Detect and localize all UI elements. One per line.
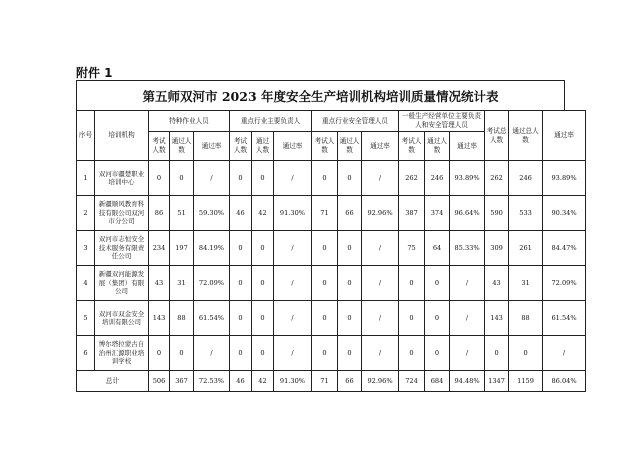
header-group-general: 一般生产经营单位主要负责人和安全管理人员 — [399, 111, 485, 132]
cell: 0 — [425, 301, 450, 336]
cell: 0 — [230, 266, 252, 301]
cell: 71 — [312, 196, 338, 231]
cell: 61.54% — [543, 301, 586, 336]
cell: 262 — [485, 161, 509, 196]
cell: / — [274, 266, 312, 301]
cell: / — [450, 336, 485, 371]
cell: 0 — [312, 336, 338, 371]
subheader-rate: 通过率 — [274, 132, 312, 161]
cell: 88 — [509, 301, 543, 336]
cell: 387 — [399, 196, 425, 231]
cell: / — [362, 231, 399, 266]
cell: 0 — [338, 231, 362, 266]
cell: 0 — [399, 266, 425, 301]
cell: 374 — [425, 196, 450, 231]
cell: 91.30% — [274, 371, 312, 392]
table-row — [77, 301, 586, 336]
cell: 96.64% — [450, 196, 485, 231]
table-title: 第五师双河市 2023 年度安全生产培训机构培训质量情况统计表 — [76, 80, 565, 110]
header-group-key-safety: 重点行业安全管理人员 — [312, 111, 399, 132]
cell: 46 — [230, 371, 252, 392]
cell: 93.89% — [450, 161, 485, 196]
subheader-exam: 考试人数 — [230, 132, 252, 161]
header-group-key-heads: 重点行业主要负责人 — [230, 111, 312, 132]
header-org: 培训机构 — [95, 111, 149, 161]
cell: / — [274, 336, 312, 371]
total-row — [77, 371, 586, 392]
cell: / — [362, 336, 399, 371]
header-total-pass: 通过总人数 — [509, 111, 543, 161]
cell: 0 — [252, 266, 274, 301]
cell: / — [362, 161, 399, 196]
cell: 72.09% — [194, 266, 230, 301]
cell: 0 — [230, 161, 252, 196]
header-seq: 序号 — [77, 111, 95, 161]
cell: 91.30% — [274, 196, 312, 231]
stats-table-container — [76, 80, 577, 392]
cell-seq: 1 — [77, 161, 95, 196]
cell: 90.34% — [543, 196, 586, 231]
stats-table — [76, 110, 586, 392]
header-total-exam: 考试总人数 — [485, 111, 509, 161]
cell: 51 — [170, 196, 194, 231]
subheader-pass: 通过人数 — [252, 132, 274, 161]
cell-org: 双河市双金安全培训有限公司 — [95, 301, 149, 336]
cell: 0 — [338, 336, 362, 371]
cell: 43 — [485, 266, 509, 301]
subheader-pass: 通过人数 — [425, 132, 450, 161]
cell: 0 — [170, 161, 194, 196]
cell: 0 — [312, 161, 338, 196]
cell-org: 双河市志恒安全技术服务有限责任公司 — [95, 231, 149, 266]
cell-org: 新疆顺风教育科技有限公司双河市分公司 — [95, 196, 149, 231]
cell: 64 — [425, 231, 450, 266]
cell: 92.96% — [362, 371, 399, 392]
attachment-label: 附件 1 — [76, 66, 113, 80]
subheader-pass: 通过人数 — [170, 132, 194, 161]
table-row — [77, 231, 586, 266]
cell-seq: 5 — [77, 301, 95, 336]
cell: 93.89% — [543, 161, 586, 196]
header-group-special: 特种作业人员 — [149, 111, 230, 132]
cell: 71 — [312, 371, 338, 392]
cell: 0 — [338, 301, 362, 336]
cell: 0 — [312, 266, 338, 301]
cell: 261 — [509, 231, 543, 266]
cell: / — [194, 336, 230, 371]
header-total-rate: 通过率 — [543, 111, 586, 161]
table-row — [77, 266, 586, 301]
cell: 0 — [485, 336, 509, 371]
cell: 72.09% — [543, 266, 586, 301]
cell: 61.54% — [194, 301, 230, 336]
cell: / — [194, 161, 230, 196]
subheader-exam: 考试人数 — [312, 132, 338, 161]
cell: 86.04% — [543, 371, 586, 392]
cell: 533 — [509, 196, 543, 231]
cell: 234 — [149, 231, 170, 266]
subheader-rate: 通过率 — [194, 132, 230, 161]
cell: / — [274, 231, 312, 266]
cell: 0 — [252, 161, 274, 196]
cell: 46 — [230, 196, 252, 231]
cell: / — [450, 266, 485, 301]
subheader-pass: 通过人数 — [338, 132, 362, 161]
cell: 0 — [170, 336, 194, 371]
cell: 94.48% — [450, 371, 485, 392]
cell: 0 — [252, 231, 274, 266]
cell: / — [450, 301, 485, 336]
cell: 0 — [509, 336, 543, 371]
cell: 246 — [425, 161, 450, 196]
cell: / — [274, 301, 312, 336]
cell: 42 — [252, 196, 274, 231]
total-label: 总计 — [77, 371, 149, 392]
cell: 66 — [338, 196, 362, 231]
cell: 0 — [149, 336, 170, 371]
subheader-rate: 通过率 — [362, 132, 399, 161]
cell: 59.30% — [194, 196, 230, 231]
cell: 84.47% — [543, 231, 586, 266]
cell: 590 — [485, 196, 509, 231]
subheader-exam: 考试人数 — [399, 132, 425, 161]
cell: 0 — [230, 336, 252, 371]
cell: 75 — [399, 231, 425, 266]
cell: 0 — [230, 231, 252, 266]
cell: 66 — [338, 371, 362, 392]
subheader-rate: 通过率 — [450, 132, 485, 161]
cell: 143 — [149, 301, 170, 336]
cell: 0 — [312, 301, 338, 336]
cell: 246 — [509, 161, 543, 196]
cell-seq: 6 — [77, 336, 95, 371]
cell: 92.96% — [362, 196, 399, 231]
cell: 0 — [312, 231, 338, 266]
cell-seq: 4 — [77, 266, 95, 301]
table-row — [77, 196, 586, 231]
cell-org: 博尔塔拉蒙古自治州汇源职业培训学校 — [95, 336, 149, 371]
cell: 43 — [149, 266, 170, 301]
table-row — [77, 336, 586, 371]
cell-org: 新疆双河能源发展（集团）有限公司 — [95, 266, 149, 301]
cell: 262 — [399, 161, 425, 196]
cell: 1347 — [485, 371, 509, 392]
cell: 309 — [485, 231, 509, 266]
cell: 86 — [149, 196, 170, 231]
cell: 0 — [399, 301, 425, 336]
cell: 0 — [425, 336, 450, 371]
cell: 1159 — [509, 371, 543, 392]
table-row — [77, 161, 586, 196]
cell: 0 — [425, 266, 450, 301]
cell: 31 — [509, 266, 543, 301]
cell: 0 — [252, 301, 274, 336]
cell: / — [274, 161, 312, 196]
cell: 684 — [425, 371, 450, 392]
cell: 85.33% — [450, 231, 485, 266]
cell: 506 — [149, 371, 170, 392]
cell: 0 — [230, 301, 252, 336]
cell: 724 — [399, 371, 425, 392]
cell: 84.19% — [194, 231, 230, 266]
cell-org: 双河市疆楚职业培训中心 — [95, 161, 149, 196]
cell: 143 — [485, 301, 509, 336]
cell: 0 — [338, 161, 362, 196]
cell: / — [362, 266, 399, 301]
cell-seq: 3 — [77, 231, 95, 266]
cell: / — [543, 336, 586, 371]
cell: 0 — [149, 161, 170, 196]
cell: 0 — [338, 266, 362, 301]
cell: 31 — [170, 266, 194, 301]
cell: 0 — [252, 336, 274, 371]
cell: / — [362, 301, 399, 336]
cell: 197 — [170, 231, 194, 266]
cell: 42 — [252, 371, 274, 392]
cell-seq: 2 — [77, 196, 95, 231]
cell: 88 — [170, 301, 194, 336]
cell: 367 — [170, 371, 194, 392]
cell: 72.53% — [194, 371, 230, 392]
cell: 0 — [399, 336, 425, 371]
subheader-exam: 考试人数 — [149, 132, 170, 161]
